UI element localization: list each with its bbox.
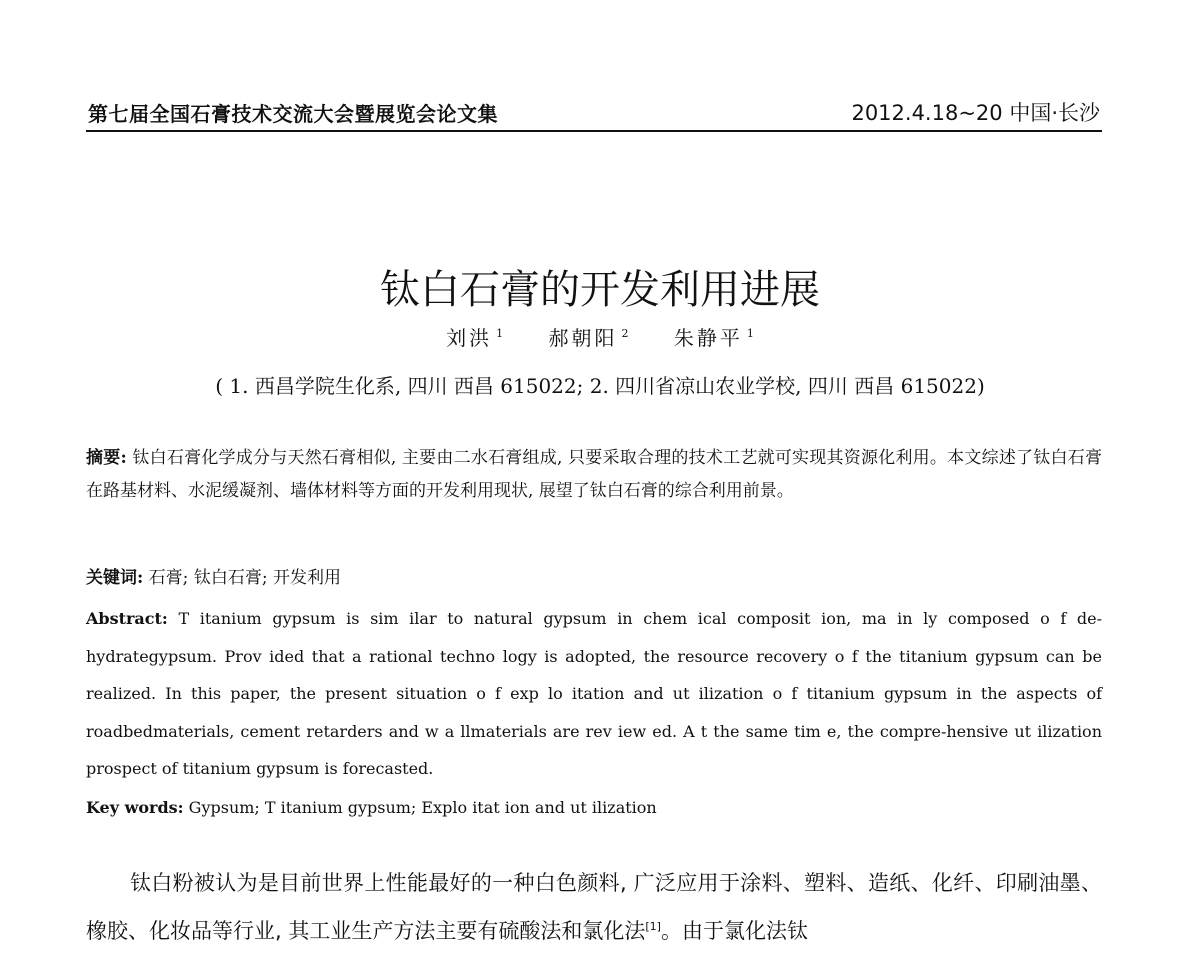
abstract-english	[86, 600, 1102, 788]
abstract-cn-label: 摘要:	[86, 448, 127, 468]
author-affiliation-mark: 2	[621, 327, 629, 341]
running-header	[86, 98, 1102, 132]
author	[446, 326, 503, 350]
author-name: 刘洪	[446, 326, 493, 350]
abstract-chinese	[86, 442, 1102, 508]
author-name: 郝朝阳	[548, 326, 618, 350]
abstract-en-label: Abstract:	[86, 609, 168, 628]
conference-name: 第七届全国石膏技术交流大会暨展览会论文集	[88, 102, 498, 126]
author-affiliation-mark: 1	[746, 327, 754, 341]
author-list	[0, 322, 1200, 351]
author-affiliation-mark: 1	[496, 327, 504, 341]
citation-ref: [1]	[645, 920, 661, 933]
keywords-en-text: Gypsum; T itanium gypsum; Explo itat ion and ut ilization	[183, 798, 657, 817]
body-text-after-ref: 。由于氯化法钛	[660, 919, 808, 943]
keywords-chinese	[86, 566, 1102, 590]
author-name: 朱静平	[673, 326, 743, 350]
paper-title: 钛白石膏的开发利用进展	[380, 267, 820, 313]
keywords-english	[86, 796, 1102, 820]
author	[549, 326, 629, 350]
keywords-en-label: Key words:	[86, 798, 184, 817]
body-text-before-ref: 钛白粉被认为是目前世界上性能最好的一种白色颜料, 广泛应用于涂料、塑料、造纸、化纤、印刷油墨、橡胶、化妆品等行业, 其工业生产方法主要有硫酸法和氯化法	[86, 871, 1102, 943]
keywords-cn-label: 关键词:	[86, 568, 144, 588]
keywords-cn-text: 石膏; 钛白石膏; 开发利用	[143, 568, 341, 588]
conference-date-place: 2012.4.18~20 中国·长沙	[851, 101, 1100, 125]
abstract-en-text: T itanium gypsum is sim ilar to natural gypsum in chem ical composit ion, ma in ly composed o f de-hydrategypsum. Prov ided that a rational techno logy is adopted, the resource recovery o f the titanium gypsum can be realized. In this paper, the present situation o f exp lo itation and ut ilization o f titanium gypsum in the aspects of roadbedmaterials, cement retarders and w a llmaterials are rev iew ed. A t the same tim e, the compre-hensive ut ilization prospect of titanium gypsum is forecasted.	[86, 609, 1102, 778]
affiliation-line: ( 1. 西昌学院生化系, 四川 西昌 615022; 2. 四川省凉山农业学校, 四川 西昌 615022)	[215, 374, 985, 398]
body-paragraph	[86, 862, 1102, 953]
author	[674, 326, 754, 350]
abstract-cn-text: 钛白石膏化学成分与天然石膏相似, 主要由二水石膏组成, 只要采取合理的技术工艺就可实现其资源化利用。本文综述了钛白石膏在路基材料、水泥缓凝剂、墙体材料等方面的开发利用现状, 展望了钛白石膏的综合利用前景。	[86, 448, 1102, 501]
